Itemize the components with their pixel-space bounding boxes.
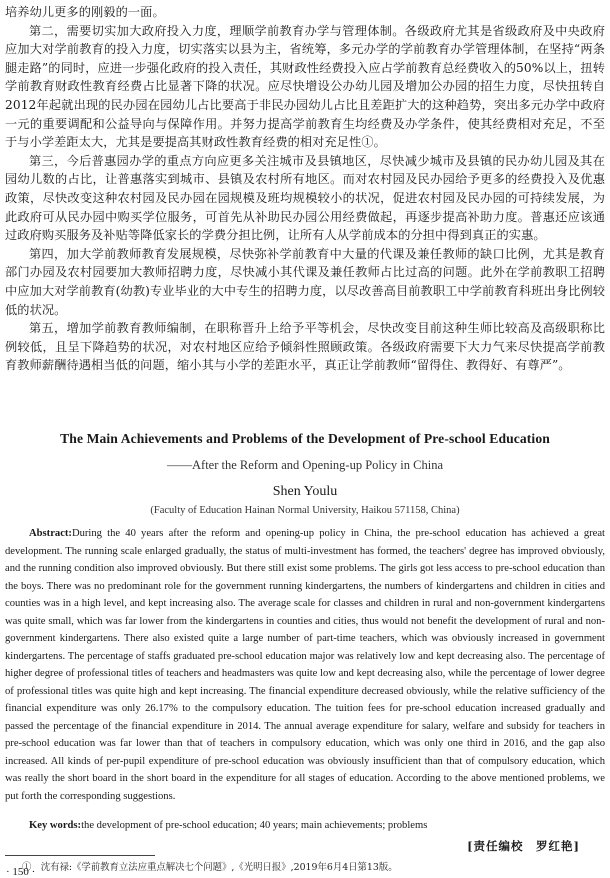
- keywords-text: the development of pre-school education; 40 years; main achievements; problems: [81, 820, 428, 831]
- responsible-editor: [责任编校 罗红艳]: [467, 839, 580, 853]
- paragraph-5th-suggestion: 第五，增加学前教育教师编制，在职称晋升上给予平等机会，尽快改变目前这种生师比较高及高级职称比例较低，且呈下降趋势的状况，对农村地区应给予倾斜性照顾政策。各级政府需要下大力气来尽快提高学前教育教师薪酬待遇相当低的问题，缩小其与小学的差距水平，真正让学前教师“留得住、教得好、有尊严”。: [5, 321, 605, 373]
- footnote-divider: [5, 855, 155, 856]
- abstract-text: During the 40 years after the reform and opening-up policy in China, the pre-school education has achieved a great development. The running scale enlarged gradually, the status of multi-investment has formed, the teachers' degree has improved obviously, and the running condition also improved obviously. But there still exist some problems. The girls got less access to pre-school education than the boys. There was no predominant role for the government running kindergartens, the numbers of kindergartens and children in cities and counties was in a high level, and kept increasing also. The average scale for classes and children in rural and non-government kindergartens was quite small, which was far lower from the kindergartens in counties and cities, thus would not benefit the development of rural and non-government kindergartens. There also existed quite a large number of part-time teachers, which was obviously increased in government kindergartens. The percentage of staffs graduated pre-school education major was relatively low and kept decreasing also. The percentage of higher degree of professional titles of teachers and headmasters was quite low and kept decreasing also, while the percentage of lower degree of professional titles was quite high and kept increasing. The financial expenditure decreased obviously, while the relative sufficiency of the financial expenditure was only 26.17% to the compulsory education. The tuition fees for pre-school education increased gradually and passed the percentage of the financial expenditure in 2014. The annual average expenditure for salary, welfare and subsidy for teachers in pre-school education was far lower than that of teachers in compulsory education, which was only one third in 2016, and the gap also increased. All kinds of per-pupil expenditure of pre-school education was obviously insufficient than that of compulsory education, which was really the short board in the short board in the expenditure for all stages of education. According to the above mentioned problems, we put forth the corresponding suggestions.: [5, 528, 605, 802]
- page-number: · 150 ·: [6, 866, 36, 878]
- author-affiliation: (Faculty of Education Hainan Normal University, Haikou 571158, China): [150, 505, 460, 516]
- author-name: Shen Youlu: [272, 484, 338, 499]
- paragraph-2nd-suggestion: 第二，需要切实加大政府投入力度，理顺学前教育办学与管理体制。各级政府尤其是省级政府及中央政府应加大对学前教育的投入力度，切实落实以县为主，省统筹，多元办学的学前教育办学管理体制，在坚持“两条腿走路”的同时，应进一步强化政府的投入责任，其财政性经费投入应占学前教育总经费收入的50%以上，扭转学前教育财政性教育经费占比显著下降的状况。应尽快增设公办幼儿园及增加公办园的招生力度，尽快扭转自2012年起就出现的民办园在园幼儿占比要高于非民办园幼儿占比且差距扩大的这种趋势，突出多元办学中政府一元的重要调配和公益导向与保障作用。并努力提高学前教育生均经费及办学条件，使其经费相对充足，不至于与小学差距太大，尤其是要提高其财政性教育经费的相对充足性①。: [5, 23, 605, 150]
- chinese-body-text: [5, 3, 605, 375]
- abstract: [5, 525, 605, 805]
- paragraph-3rd-suggestion: 第三，今后普惠园办学的重点方向应更多关注城市及县镇地区，尽快减少城市及县镇的民办幼儿园及其在园幼儿数的占比，让普惠落实到城市、县镇及农村所有地区。而对农村园及民办园给予更多的经费投入及优惠政策，尽快改变这种农村园及民办园在园规模及班均规模较小的状况，促进农村园及民办园的可持续发展，为此政府可从民办园中购买学位服务，可首先从补助民办园公用经费做起，再逐步提高补助力度。普惠还应该通过政府购买服务及补贴等降低家长的学费分担比例，让所有人从学前成本的分担中得到真正的实惠。: [5, 153, 605, 243]
- paragraph-0: 培养幼儿更多的刚毅的一面。: [5, 5, 165, 19]
- paragraph-4th-suggestion: 第四，加大学前教师教育发展规模，尽快弥补学前教育中大量的代课及兼任教师的缺口比例，尤其是教育部门办园及农村园要加大教师招聘力度，尽快减小其代课及兼任教师占比过高的问题。此外在学前教职工招聘中应加大对学前教育(幼教)专业毕业的大中专生的招聘力度，以尽改善高目前教职工中学前教育科班出身比例较低的状况。: [5, 246, 605, 317]
- keywords-label: Key words:: [29, 820, 82, 831]
- footnote: ① 沈有禄:《学前教育立法应重点解决七个问题》,《光明日报》,2019年6月4日第13版。: [22, 862, 398, 873]
- keywords: [5, 820, 605, 831]
- english-subtitle: ——After the Reform and Opening-up Policy in China: [167, 458, 443, 472]
- abstract-label: Abstract:: [29, 528, 72, 539]
- english-title: The Main Achievements and Problems of the Development of Pre-school Education: [60, 431, 550, 446]
